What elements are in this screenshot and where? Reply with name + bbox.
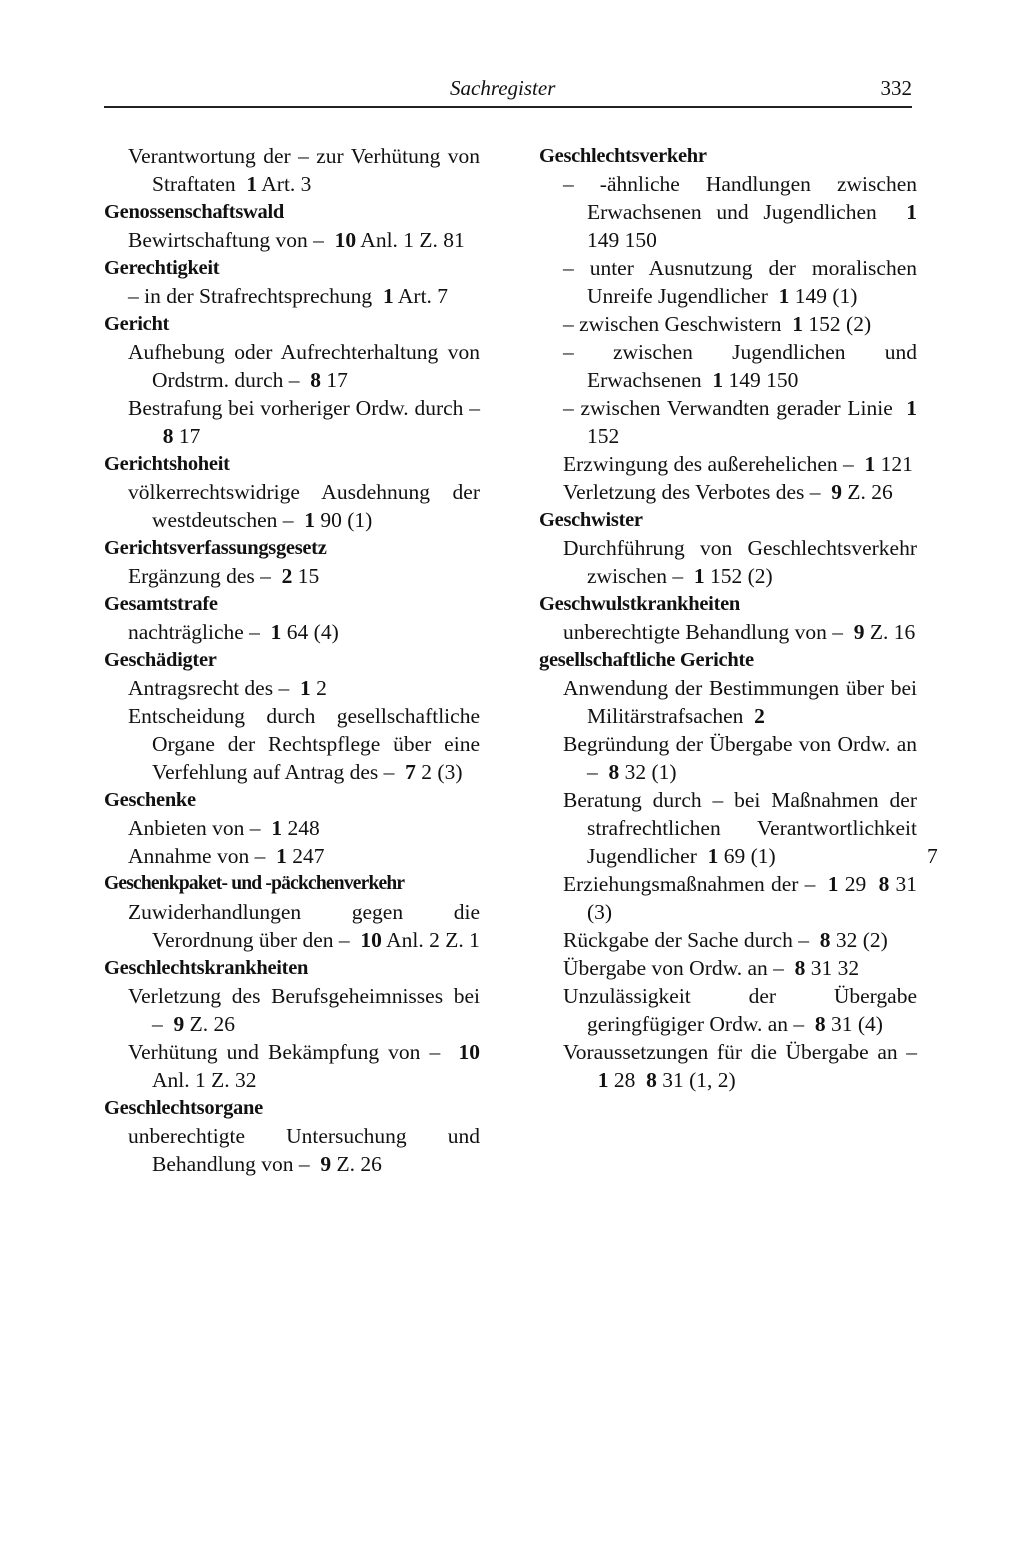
index-entry: Anbieten von – 1 248 xyxy=(128,816,320,840)
page-number: 332 xyxy=(880,76,912,100)
index-entry: Anwendung der Bestimmungen über bei Militärstrafsachen 2 xyxy=(563,676,917,728)
index-entry: unberechtigte Behandlung von – 9 Z. 16 xyxy=(563,620,916,644)
index-entry: Entscheidung durch gesellschaftliche Organe der Rechtspflege über eine Verfehlung auf Antrag des – 7 2 (3) xyxy=(128,704,480,784)
index-entry: Aufhebung oder Aufrechterhaltung von Ordstrm. durch – 8 17 xyxy=(128,340,480,392)
index-entry: Voraussetzungen für die Übergabe an – 1 28 8 31 (1, 2) xyxy=(563,1040,917,1092)
index-entry: nachträgliche – 1 64 (4) xyxy=(128,620,339,644)
header-title: Sachregister xyxy=(450,76,556,100)
index-entry: Verletzung des Verbotes des – 9 Z. 26 xyxy=(563,480,893,504)
index-heading: Gericht xyxy=(104,313,170,335)
index-heading: Geschenkpaket- und -päckchenverkehr xyxy=(104,873,405,894)
index-heading: Gerichtshoheit xyxy=(104,453,230,475)
index-heading: gesellschaftliche Gerichte xyxy=(539,649,754,671)
index-entry: Zuwiderhandlungen gegen die Verordnung über den – 10 Anl. 2 Z. 1 xyxy=(128,900,480,952)
running-header xyxy=(104,72,912,108)
index-entry: Übergabe von Ordw. an – 8 31 32 xyxy=(563,956,860,980)
index-heading: Gesamtstrafe xyxy=(104,593,218,615)
index-heading: Geschenke xyxy=(104,789,196,811)
index-entry: Verhütung und Bekämpfung von – 10 Anl. 1 Z. 32 xyxy=(128,1040,480,1092)
margin-overflow-number: 7 xyxy=(927,844,938,868)
index-entry: Begründung der Übergabe von Ordw. an – 8 32 (1) xyxy=(563,732,917,784)
index-heading: Gerechtigkeit xyxy=(104,257,220,279)
right-column xyxy=(539,142,917,1094)
index-entry: – -ähnliche Handlungen zwischen Erwachsenen und Jugendlichen 1 149 150 xyxy=(563,172,917,252)
index-entry: Bewirtschaftung von – 10 Anl. 1 Z. 81 xyxy=(128,228,465,252)
index-entry: Beratung durch – bei Maßnahmen der strafrechtlichen Verantwortlichkeit Jugendlicher 1 69 (1) xyxy=(563,788,917,868)
index-entry: Verantwortung der – zur Verhütung von Straftaten 1 Art. 3 xyxy=(128,144,480,196)
index-entry: Bestrafung bei vorheriger Ordw. durch – 8 17 xyxy=(128,396,480,448)
index-entry: Ergänzung des – 2 15 xyxy=(128,564,320,588)
index-heading: Geschwulstkrankheiten xyxy=(539,593,741,615)
index-heading: Genossenschaftswald xyxy=(104,201,284,223)
index-entry: Unzulässigkeit der Übergabe geringfügiger Ordw. an – 8 31 (4) xyxy=(563,984,917,1036)
index-heading: Geschlechtsorgane xyxy=(104,1097,263,1119)
index-entry: Antragsrecht des – 1 2 xyxy=(128,676,327,700)
index-entry: – zwischen Jugendlichen und Erwachsenen 1 149 150 xyxy=(563,340,917,392)
index-heading: Gerichtsverfassungsgesetz xyxy=(104,537,327,559)
index-entry: Durchführung von Geschlechtsverkehr zwischen – 1 152 (2) xyxy=(563,536,917,588)
index-entry: – unter Ausnutzung der moralischen Unreife Jugendlicher 1 149 (1) xyxy=(563,256,917,308)
index-heading: Geschwister xyxy=(539,509,643,531)
index-entry: Annahme von – 1 247 xyxy=(128,844,325,868)
index-heading: Geschlechtsverkehr xyxy=(539,145,707,167)
index-entry: unberechtigte Untersuchung und Behandlung von – 9 Z. 26 xyxy=(128,1124,480,1176)
index-heading: Geschlechtskrankheiten xyxy=(104,957,309,979)
left-column xyxy=(104,142,480,1178)
index-entry: – in der Strafrechtsprechung 1 Art. 7 xyxy=(128,284,449,308)
index-entry: Rückgabe der Sache durch – 8 32 (2) xyxy=(563,928,888,952)
index-entry: Erziehungsmaßnahmen der – 1 29 8 31 (3) xyxy=(563,872,917,924)
index-heading: Geschädigter xyxy=(104,649,217,671)
index-entry: völkerrechtswidrige Ausdehnung der westdeutschen – 1 90 (1) xyxy=(128,480,480,532)
index-entry: Erzwingung des außerehelichen – 1 121 xyxy=(563,452,913,476)
index-entry: – zwischen Verwandten gerader Linie 1 152 xyxy=(563,396,918,448)
index-entry: – zwischen Geschwistern 1 152 (2) xyxy=(563,312,872,336)
index-entry: Verletzung des Berufsgeheimnisses bei – 9 Z. 26 xyxy=(128,984,480,1036)
